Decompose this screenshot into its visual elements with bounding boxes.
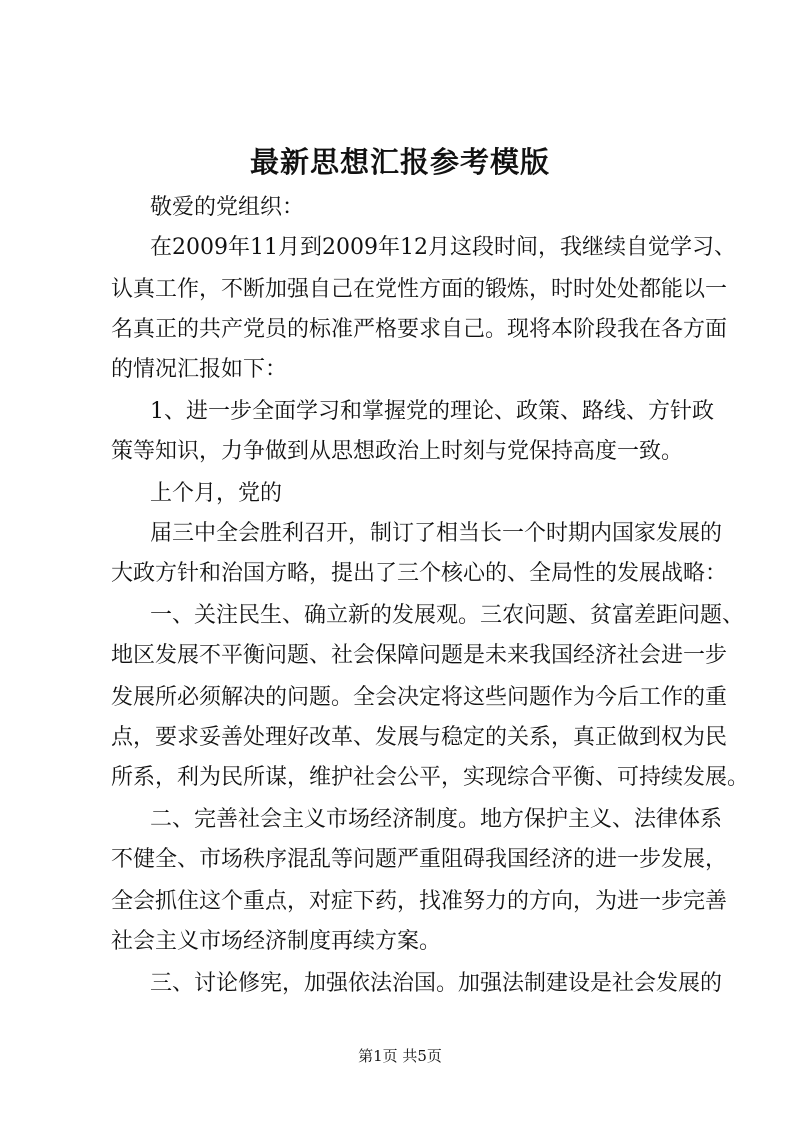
- body-line: 大政方针和治国方略，提出了三个核心的、全局性的发展战略：: [111, 561, 728, 586]
- body-line: 不健全、市场秩序混乱等问题严重阻碍我国经济的进一步发展，: [111, 847, 728, 872]
- body-line: 一、关注民生、确立新的发展观。三农问题、贫富差距问题、: [150, 603, 745, 628]
- salutation: 敬爱的党组织：: [150, 195, 305, 220]
- body-line: 地区发展不平衡问题、社会保障问题是未来我国经济社会进一步: [111, 643, 728, 668]
- page-number-footer: 第1页 共5页: [358, 1047, 442, 1065]
- body-line: 所系，利为民所谋，维护社会公平，实现综合平衡、可持续发展。: [111, 765, 750, 790]
- document-title: 最新思想汇报参考模版: [249, 145, 550, 179]
- body-line: 1、进一步全面学习和掌握党的理论、政策、路线、方针政: [150, 399, 714, 424]
- body-line: 点，要求妥善处理好改革、发展与稳定的关系，真正做到权为民: [111, 725, 728, 750]
- body-line: 三、讨论修宪，加强依法治国。加强法制建设是社会发展的: [150, 971, 723, 996]
- body-line: 全会抓住这个重点，对症下药，找准努力的方向，为进一步完善: [111, 889, 728, 914]
- body-line: 策等知识，力争做到从思想政治上时刻与党保持高度一致。: [111, 439, 684, 464]
- body-line: 发展所必须解决的问题。全会决定将这些问题作为今后工作的重: [111, 685, 728, 710]
- body-line: 认真工作，不断加强自己在党性方面的锻炼，时时处处都能以一: [111, 277, 728, 302]
- body-line: 社会主义市场经济制度再续方案。: [111, 929, 442, 954]
- body-line: 二、完善社会主义市场经济制度。地方保护主义、法律体系: [150, 807, 723, 832]
- body-line: 上个月，党的: [150, 481, 283, 506]
- body-line: 届三中全会胜利召开，制订了相当长一个时期内国家发展的: [150, 521, 723, 546]
- body-line: 名真正的共产党员的标准严格要求自己。现将本阶段我在各方面: [111, 317, 728, 342]
- body-line: 在2009年11月到2009年12月这段时间，我继续自觉学习、: [150, 235, 736, 260]
- body-line: 的情况汇报如下：: [111, 357, 288, 382]
